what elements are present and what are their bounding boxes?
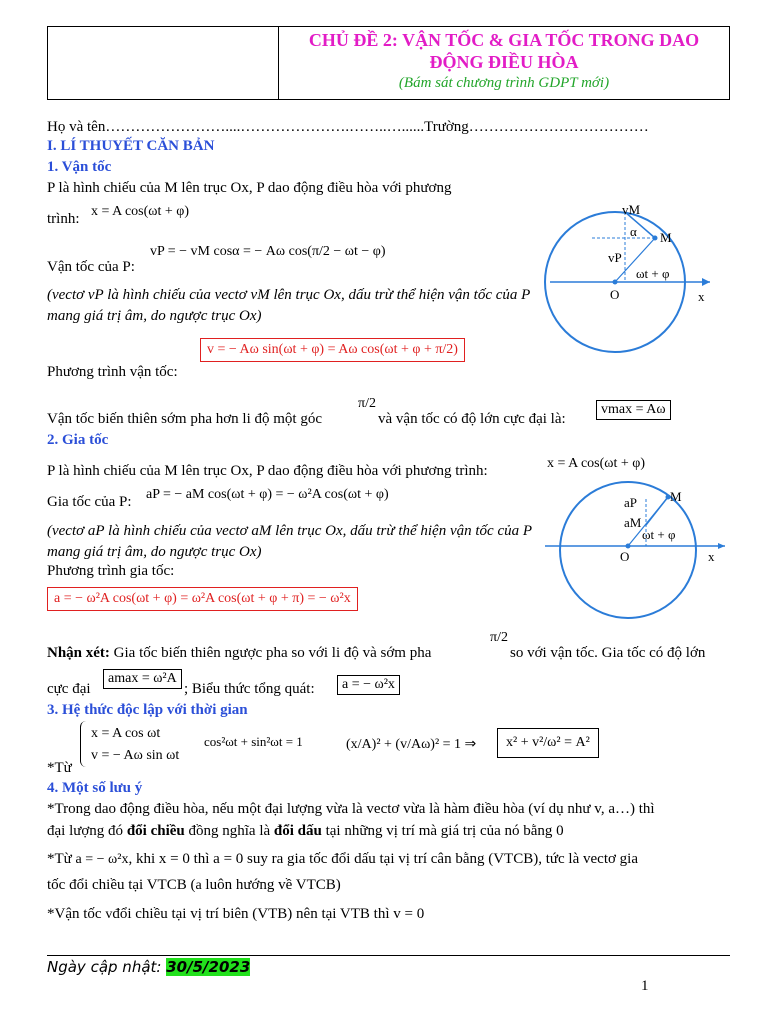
system-brace [80, 721, 87, 767]
text-line: P là hình chiếu của M lên trục Ox, P dao động điều hòa với phương [47, 180, 452, 196]
remark-text: so với vận tốc. Gia tốc có độ lớn [510, 645, 706, 661]
label-m: M [660, 230, 672, 245]
text-line: trình: [47, 211, 80, 227]
point-o [626, 544, 631, 549]
text-line: Gia tốc của P: [47, 494, 132, 510]
equation-x: x = A cos(ωt + φ) [547, 456, 646, 471]
text-span: *Vận tốc [47, 906, 102, 922]
point-m [653, 236, 658, 241]
text-line: Vận tốc của P: [47, 259, 135, 275]
page-number: 1 [641, 978, 649, 994]
label-phase: ωt + φ [636, 266, 670, 281]
text-span: luôn hướng về VTCB) [205, 877, 341, 893]
text-line: P là hình chiếu của M lên trục Ox, P dao động điều hòa với phương trình: [47, 463, 488, 479]
text-line [47, 823, 564, 840]
text-line: và vận tốc có độ lớn cực đại là: [378, 411, 566, 427]
text-line [47, 877, 341, 894]
text-line: Vận tốc biến thiên sớm pha hơn li độ một góc [47, 411, 322, 427]
equation-general: a = − ω²x [337, 675, 400, 695]
student-line: Họ và tên……………………....………………….……..…......Trường……………………………… [47, 119, 649, 135]
text-line: *Từ [47, 760, 72, 776]
label-o: O [620, 549, 630, 564]
text-span: *Từ [47, 851, 72, 867]
footer-date: 30/5/2023 [166, 958, 251, 976]
text-line: Phương trình gia tốc: [47, 563, 175, 579]
text-span: đại lượng đó [47, 823, 124, 839]
vector-am [646, 497, 668, 525]
diagram-acceleration [540, 475, 730, 625]
header-left-cell [48, 27, 279, 99]
diagram-velocity [530, 200, 730, 360]
equation-vp: vP = − vM cosα = − Aω cos(π/2 − ωt − φ) [150, 244, 386, 259]
x-axis-arrow [718, 543, 725, 549]
text-span: đổi chiều tại vị trí biên (VTB) nên tại VTB thì v = 0 [112, 906, 425, 922]
sub-heading-independent: 3. Hệ thức độc lập với thời gian [47, 702, 248, 718]
text-span: , khi x = 0 thì a = 0 suy ra gia tốc đổi dấu tại vị trí cân bằng (VTCB), tức là vectơ gia [128, 851, 638, 867]
remark-text: cực đại [47, 681, 91, 697]
label-o: O [610, 287, 620, 302]
equation-vmax: vmax = Aω [596, 400, 671, 420]
label-am: aM [624, 515, 642, 530]
point-o [613, 280, 618, 285]
sub-heading-velocity: 1. Vận tốc [47, 159, 112, 175]
label-x: x [698, 289, 705, 304]
remark-text: Gia tốc biến thiên ngược pha so với li độ và sớm pha [113, 645, 432, 661]
label-vm: vM [622, 202, 641, 217]
label-m: M [670, 489, 682, 504]
text-line: Phương trình vận tốc: [47, 364, 178, 380]
equation-x: x = A cos(ωt + φ) [91, 204, 190, 219]
note-text: (vectơ aP là hình chiếu của vectơ aM lên trục Ox, dấu trừ thể hiện vận tốc của P mang giá trị âm, do ngược trục Ox) [47, 523, 532, 560]
equation-amax: amax = ω²A [103, 669, 182, 689]
section-heading: I. LÍ THUYẾT CĂN BẢN [47, 138, 215, 154]
header-table [47, 26, 730, 100]
equation-independent-boxed: x² + v²/ω² = A² [497, 728, 599, 758]
text-line [47, 906, 424, 923]
identity-eq: cos²ωt + sin²ωt = 1 [204, 734, 303, 749]
fraction-pi-2: π/2 [358, 396, 376, 411]
remark-text: ; Biểu thức tổng quát: [184, 681, 315, 697]
equation-ap: aP = − aM cos(ωt + φ) = − ω²A cos(ωt + φ) [146, 487, 389, 502]
label-vp: vP [608, 250, 622, 265]
label-phase: ωt + φ [642, 527, 676, 542]
footer-updated [47, 958, 250, 976]
header-subtitle: (Bám sát chương trình GDPT mới) [398, 75, 610, 91]
system-eq1: x = A cos ωt [91, 726, 161, 741]
note-text: (vectơ vP là hình chiếu của vectơ vM lên trục Ox, dấu trừ thể hiện vận tốc của P mang giá trị âm, do ngược trục Ox) [47, 287, 531, 324]
system-eq2: v = − Aω sin ωt [91, 748, 180, 763]
equation-v-boxed: v = − Aω sin(ωt + φ) = Aω cos(ωt + φ + π/2) [200, 338, 465, 362]
text-line [47, 851, 638, 868]
bold-span: đổi chiều [126, 823, 185, 839]
label-alpha: α [630, 224, 637, 239]
equation-a-boxed: a = − ω²A cos(ωt + φ) = ω²A cos(ωt + φ + π) = − ω²x [47, 587, 358, 611]
independent-eq: (x/A)² + (v/Aω)² = 1 ⇒ [346, 737, 477, 752]
text-span: tốc đổi chiều tại VTCB ( [47, 877, 196, 893]
bold-span: đổi dấu [273, 823, 322, 839]
sub-heading-notes: 4. Một số lưu ý [47, 780, 143, 796]
symbol-v: v [105, 907, 113, 922]
header-title [279, 29, 729, 73]
x-axis-arrow [702, 278, 710, 286]
text-line: *Trong dao động điều hòa, nếu một đại lượng vừa là vectơ vừa là hàm điều hòa (ví dụ như v, a…) thì [47, 801, 655, 817]
label-x: x [708, 549, 715, 564]
fraction-pi-2: π/2 [490, 630, 508, 645]
remark-line [47, 645, 431, 662]
sub-heading-acceleration: 2. Gia tốc [47, 432, 109, 448]
header-title-line2: ĐỘNG ĐIỀU HÒA [429, 52, 579, 72]
label-ap: aP [624, 495, 637, 510]
header-title-line1: CHỦ ĐỀ 2: VẬN TỐC & GIA TỐC TRONG DAO [308, 30, 700, 50]
text-span: đồng nghĩa là [188, 823, 271, 839]
footer-label: Ngày cập nhật: [47, 958, 162, 976]
symbol-a: a [195, 878, 202, 893]
equation-inline: a = − ω²x [75, 852, 129, 867]
remark-label: Nhận xét: [47, 645, 110, 661]
text-span: tại những vị trí mà giá trị của nó bằng 0 [325, 823, 564, 839]
footer-rule [47, 955, 730, 956]
